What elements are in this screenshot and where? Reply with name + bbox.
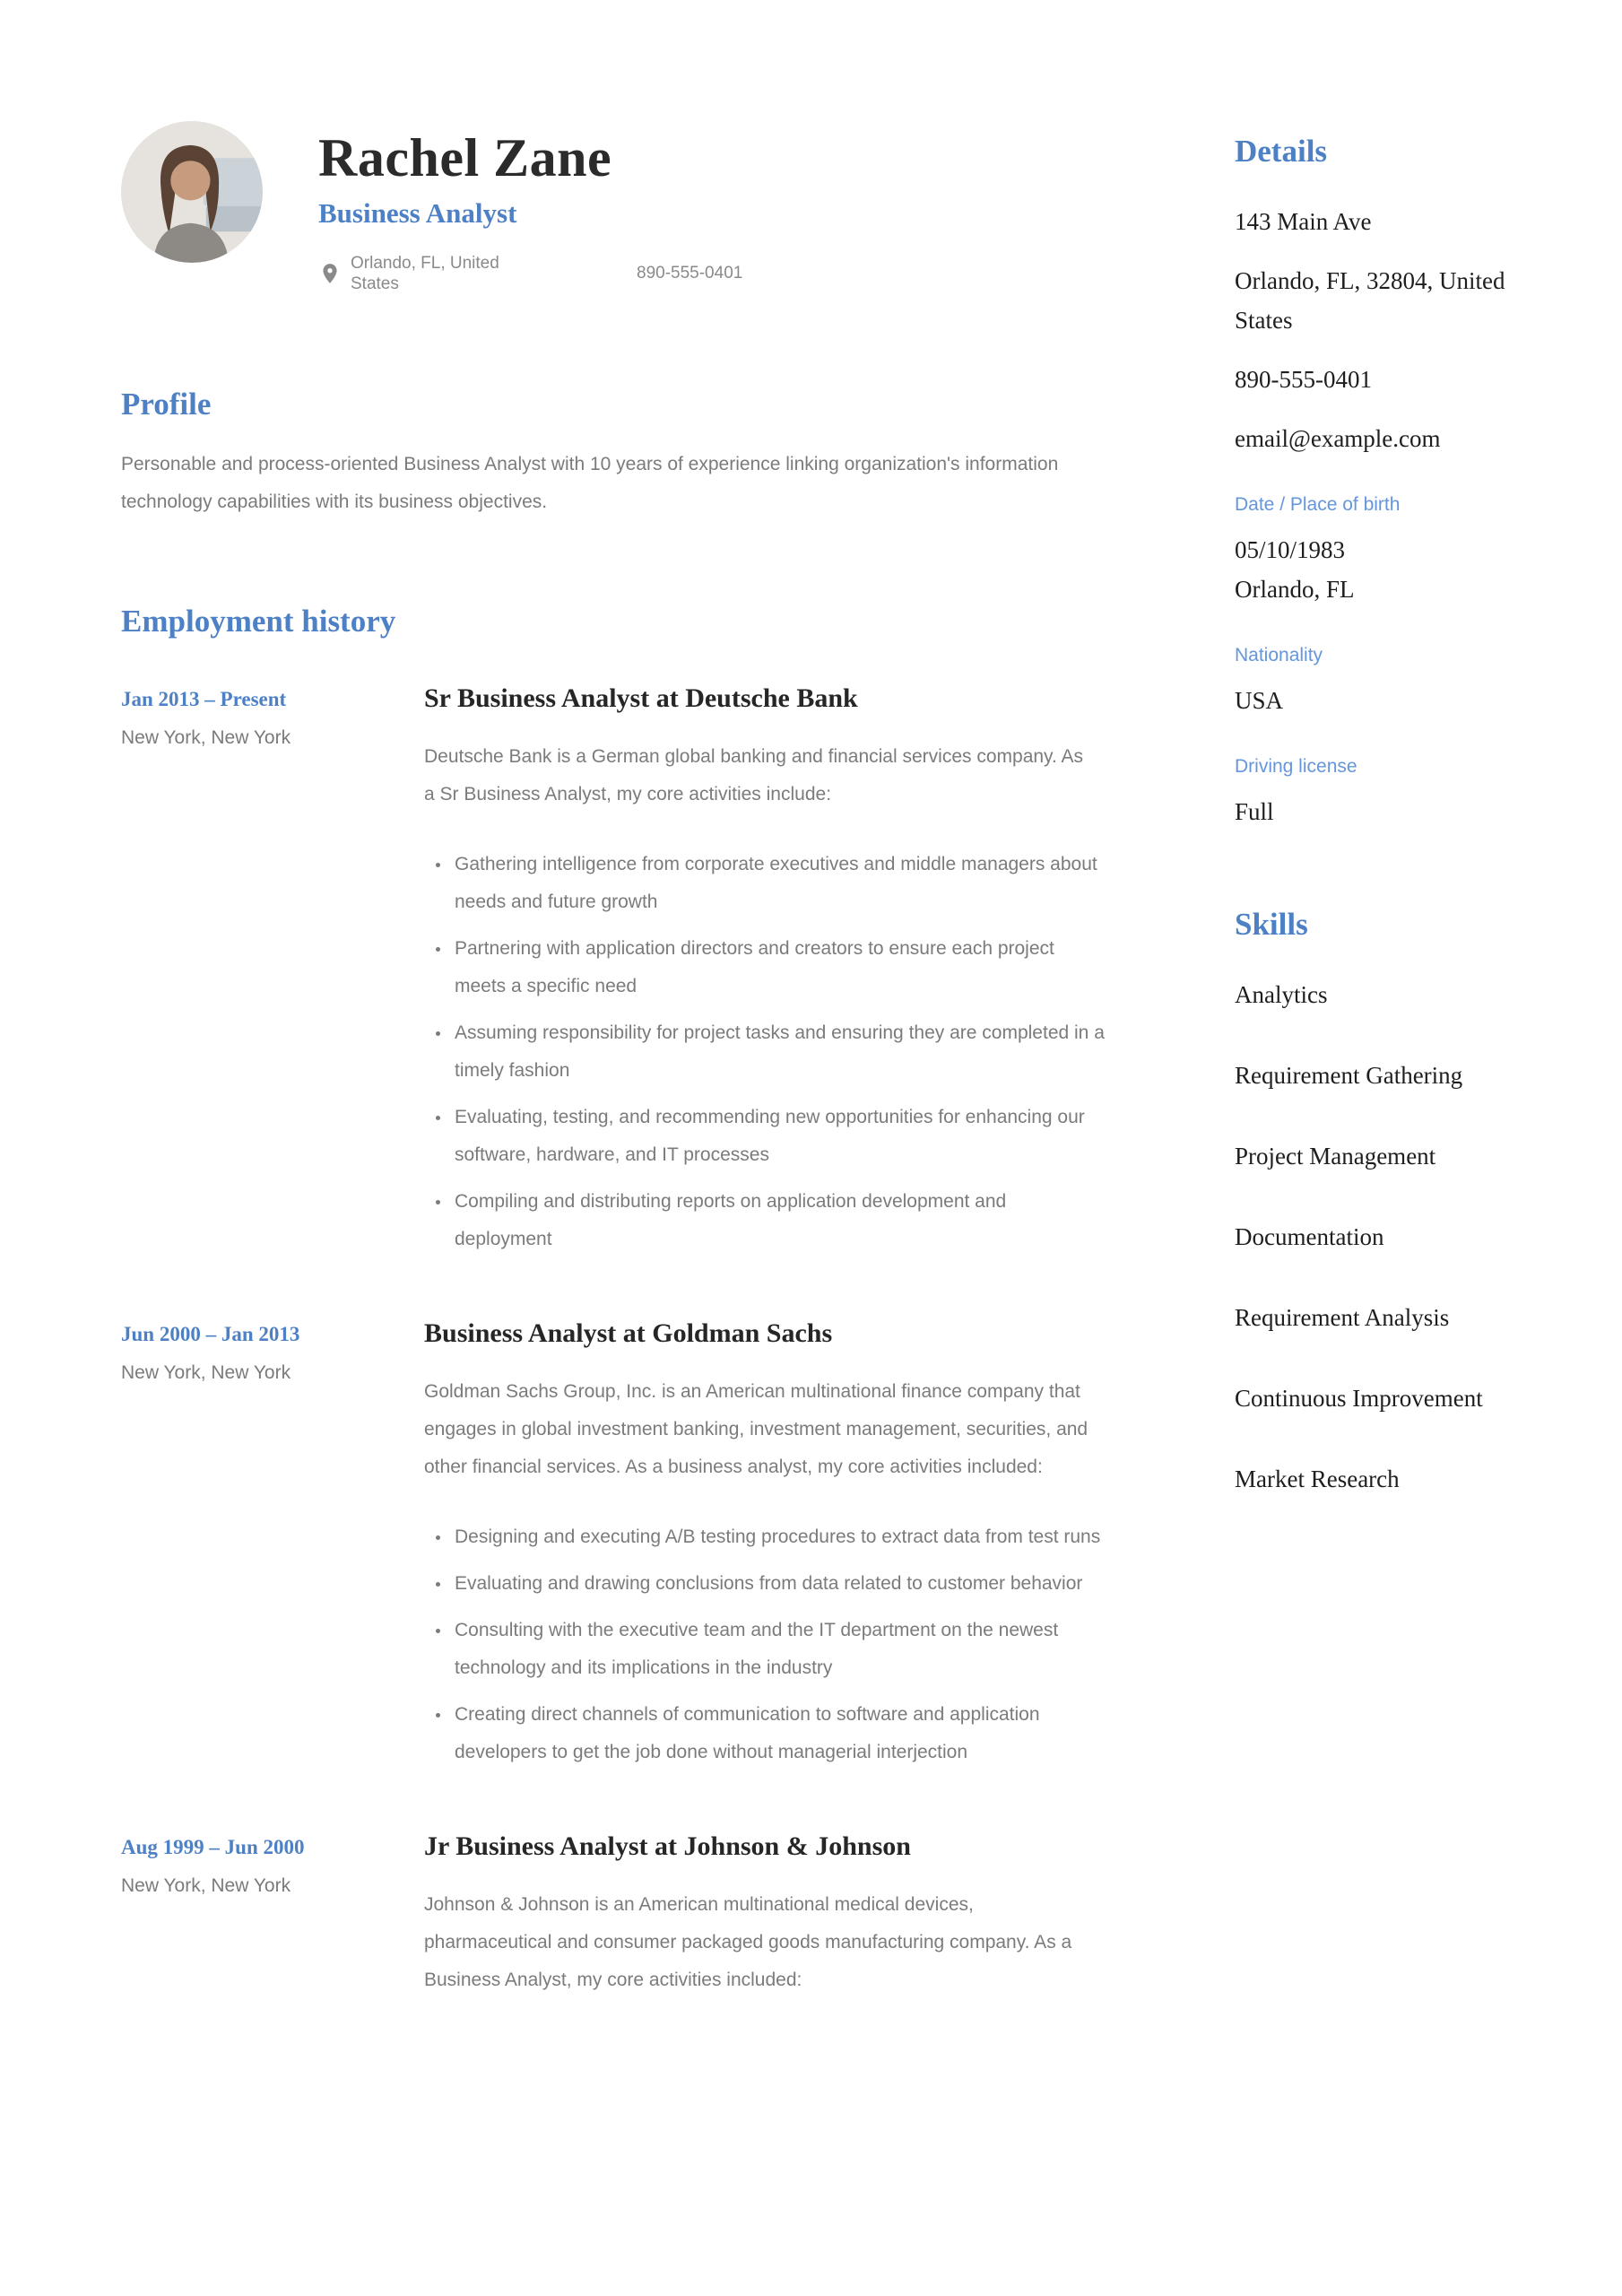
job-bullet-list <box>429 1518 1139 1771</box>
job-entry <box>121 683 1139 1267</box>
license-label: Driving license <box>1235 756 1357 777</box>
candidate-title: Business Analyst <box>318 197 517 229</box>
job-bullet: • Evaluating, testing, and recommending new opportunities for enhancing our software, hardware, and IT processes <box>451 1099 1106 1174</box>
job-entry <box>121 1318 1139 1780</box>
profile-photo <box>121 121 263 263</box>
job-bullet: • Gathering intelligence from corporate executives and middle managers about needs and future growth <box>451 846 1106 921</box>
skill-item: Requirement Analysis <box>1235 1304 1450 1331</box>
header-info <box>318 121 742 294</box>
job-meta <box>121 1318 424 1780</box>
job-bullet-list <box>429 846 1139 1258</box>
sidebar-phone: 890-555-0401 <box>1235 366 1372 393</box>
job-dates: Aug 1999 – Jun 2000 <box>121 1836 305 1858</box>
address-line2: Orlando, FL, 32804, United States <box>1235 267 1505 334</box>
skill-item: Analytics <box>1235 981 1328 1008</box>
contact-location-text: Orlando, FL, United States <box>351 254 499 293</box>
job-bullet: • Designing and executing A/B testing procedures to extract data from test runs <box>451 1518 1106 1556</box>
job-location: New York, New York <box>121 727 291 748</box>
job-dates: Jun 2000 – Jan 2013 <box>121 1323 300 1345</box>
job-title: Jr Business Analyst at Johnson & Johnson <box>424 1831 911 1861</box>
job-description: Goldman Sachs Group, Inc. is an American multinational finance company that engages in global investment banking, investment management, securities, and other financial services. As a business analyst, my core activities included: <box>424 1381 1089 1477</box>
job-body <box>424 683 1139 1267</box>
job-location: New York, New York <box>121 1362 291 1383</box>
skill-item: Market Research <box>1235 1465 1400 1492</box>
skill-item: Project Management <box>1235 1143 1436 1170</box>
job-entry <box>121 1831 1139 1999</box>
profile-text: Personable and process-oriented Business Analyst with 10 years of experience linking organization's information technology capabilities with its business objectives. <box>121 454 1059 512</box>
profile-photo-placeholder <box>121 121 263 263</box>
main-column <box>121 121 1139 2296</box>
address-line1: 143 Main Ave <box>1235 208 1372 235</box>
job-body <box>424 1831 1139 1999</box>
job-description: Deutsche Bank is a German global banking and financial services company. As a Sr Business Analyst, my core activities include: <box>424 746 1084 804</box>
job-title: Sr Business Analyst at Deutsche Bank <box>424 683 858 713</box>
employment-section <box>121 604 1139 1999</box>
job-bullet: • Assuming responsibility for project tasks and ensuring they are completed in a timely fashion <box>451 1014 1106 1090</box>
license-value: Full <box>1235 798 1274 825</box>
job-location: New York, New York <box>121 1875 291 1896</box>
candidate-name: Rachel Zane <box>318 128 612 187</box>
nationality-value: USA <box>1235 687 1284 714</box>
employment-heading: Employment history <box>121 604 396 639</box>
job-meta <box>121 1831 424 1999</box>
skills-heading: Skills <box>1235 907 1308 942</box>
job-body <box>424 1318 1139 1780</box>
nationality-label: Nationality <box>1235 645 1323 665</box>
dob-label: Date / Place of birth <box>1235 494 1401 515</box>
dob-place: Orlando, FL <box>1235 576 1355 603</box>
skill-item: Requirement Gathering <box>1235 1062 1463 1089</box>
details-sidebar <box>1235 121 1505 2296</box>
profile-section <box>121 387 1139 521</box>
job-bullet: • Evaluating and drawing conclusions from data related to customer behavior <box>451 1565 1106 1603</box>
details-heading: Details <box>1235 134 1328 169</box>
contact-row <box>318 253 742 294</box>
job-dates: Jan 2013 – Present <box>121 688 287 710</box>
location-pin-icon <box>318 262 342 285</box>
job-bullet: • Compiling and distributing reports on application development and deployment <box>451 1183 1106 1258</box>
dob-date: 05/10/1983 <box>1235 536 1346 563</box>
skill-item: Continuous Improvement <box>1235 1385 1483 1412</box>
job-bullet: • Consulting with the executive team and the IT department on the newest technology and its implications in the industry <box>451 1612 1106 1687</box>
job-meta <box>121 683 424 1267</box>
job-bullet: • Partnering with application directors and creators to ensure each project meets a specific need <box>451 930 1106 1005</box>
contact-location <box>318 253 542 294</box>
contact-phone: 890-555-0401 <box>637 264 743 283</box>
sidebar-email: email@example.com <box>1235 425 1441 452</box>
job-bullet: • Creating direct channels of communication to software and application developers to get the job done without managerial interjection <box>451 1696 1106 1771</box>
job-description: Johnson & Johnson is an American multinational medical devices, pharmaceutical and consumer packaged goods manufacturing company. As a Business Analyst, my core activities included: <box>424 1894 1072 1990</box>
resume-header <box>121 121 1139 294</box>
job-title: Business Analyst at Goldman Sachs <box>424 1318 833 1348</box>
skill-item: Documentation <box>1235 1223 1384 1250</box>
profile-heading: Profile <box>121 387 212 422</box>
job-list <box>121 683 1139 1999</box>
